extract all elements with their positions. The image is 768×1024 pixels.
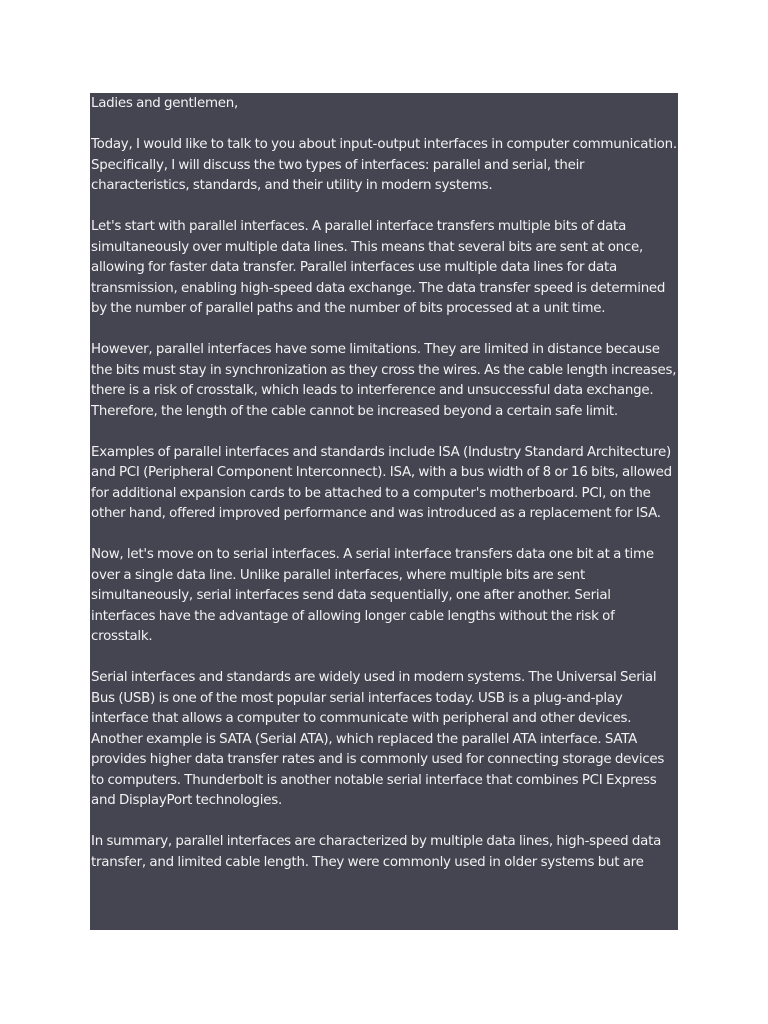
paragraph-parallel-examples: Examples of parallel interfaces and standards include ISA (Industry Standard Architecture) and PCI (Peripheral Component Interconnect). ISA, with a bus width of 8 or 16 bits, allowed for additional expansion cards to be attached to a computer's motherboard. PCI, on the other hand, offered improved performance and was introduced as a replacement for ISA. [91, 444, 672, 521]
document-text-block [90, 93, 678, 930]
paragraph-serial-standards: Serial interfaces and standards are widely used in modern systems. The Universal Serial Bus (USB) is one of the most popular serial interfaces today. USB is a plug-and-play interface that allows a computer to communicate with peripheral and other devices. Another example is SATA (Serial ATA), which replaced the parallel ATA interface. SATA provides higher data transfer rates and is commonly used for connecting storage devices to computers. Thunderbolt is another notable serial interface that combines PCI Express and DisplayPort technologies. [91, 670, 665, 808]
paragraph-parallel-interfaces: Let's start with parallel interfaces. A parallel interface transfers multiple bits of data simultaneously over multiple data lines. This means that several bits are sent at once, allowing for faster data transfer. Parallel interfaces use multiple data lines for data transmission, enabling high-speed data exchange. The data transfer speed is determined by the number of parallel paths and the number of bits processed at a unit time. [91, 219, 666, 316]
paragraph-introduction: Today, I would like to talk to you about input-output interfaces in computer communication. Specifically, I will discuss the two types of interfaces: parallel and serial, their characteristics, standards, and their utility in modern systems. [91, 137, 677, 193]
paragraph-greeting: Ladies and gentlemen, [91, 96, 239, 111]
paragraph-serial-interfaces: Now, let's move on to serial interfaces. A serial interface transfers data one bit at a time over a single data line. Unlike parallel interfaces, where multiple bits are sent simultaneously, serial interfaces send data sequentially, one after another. Serial interfaces have the advantage of allowing longer cable lengths without the risk of crosstalk. [91, 547, 654, 644]
paragraph-parallel-limitations: However, parallel interfaces have some limitations. They are limited in distance because the bits must stay in synchronization as they cross the wires. As the cable length increases, there is a risk of crosstalk, which leads to interference and unsuccessful data exchange. Therefore, the length of the cable cannot be increased beyond a certain safe limit. [91, 342, 677, 419]
paragraph-summary: In summary, parallel interfaces are characterized by multiple data lines, high-speed data transfer, and limited cable length. They were commonly used in older systems but are [91, 834, 662, 870]
